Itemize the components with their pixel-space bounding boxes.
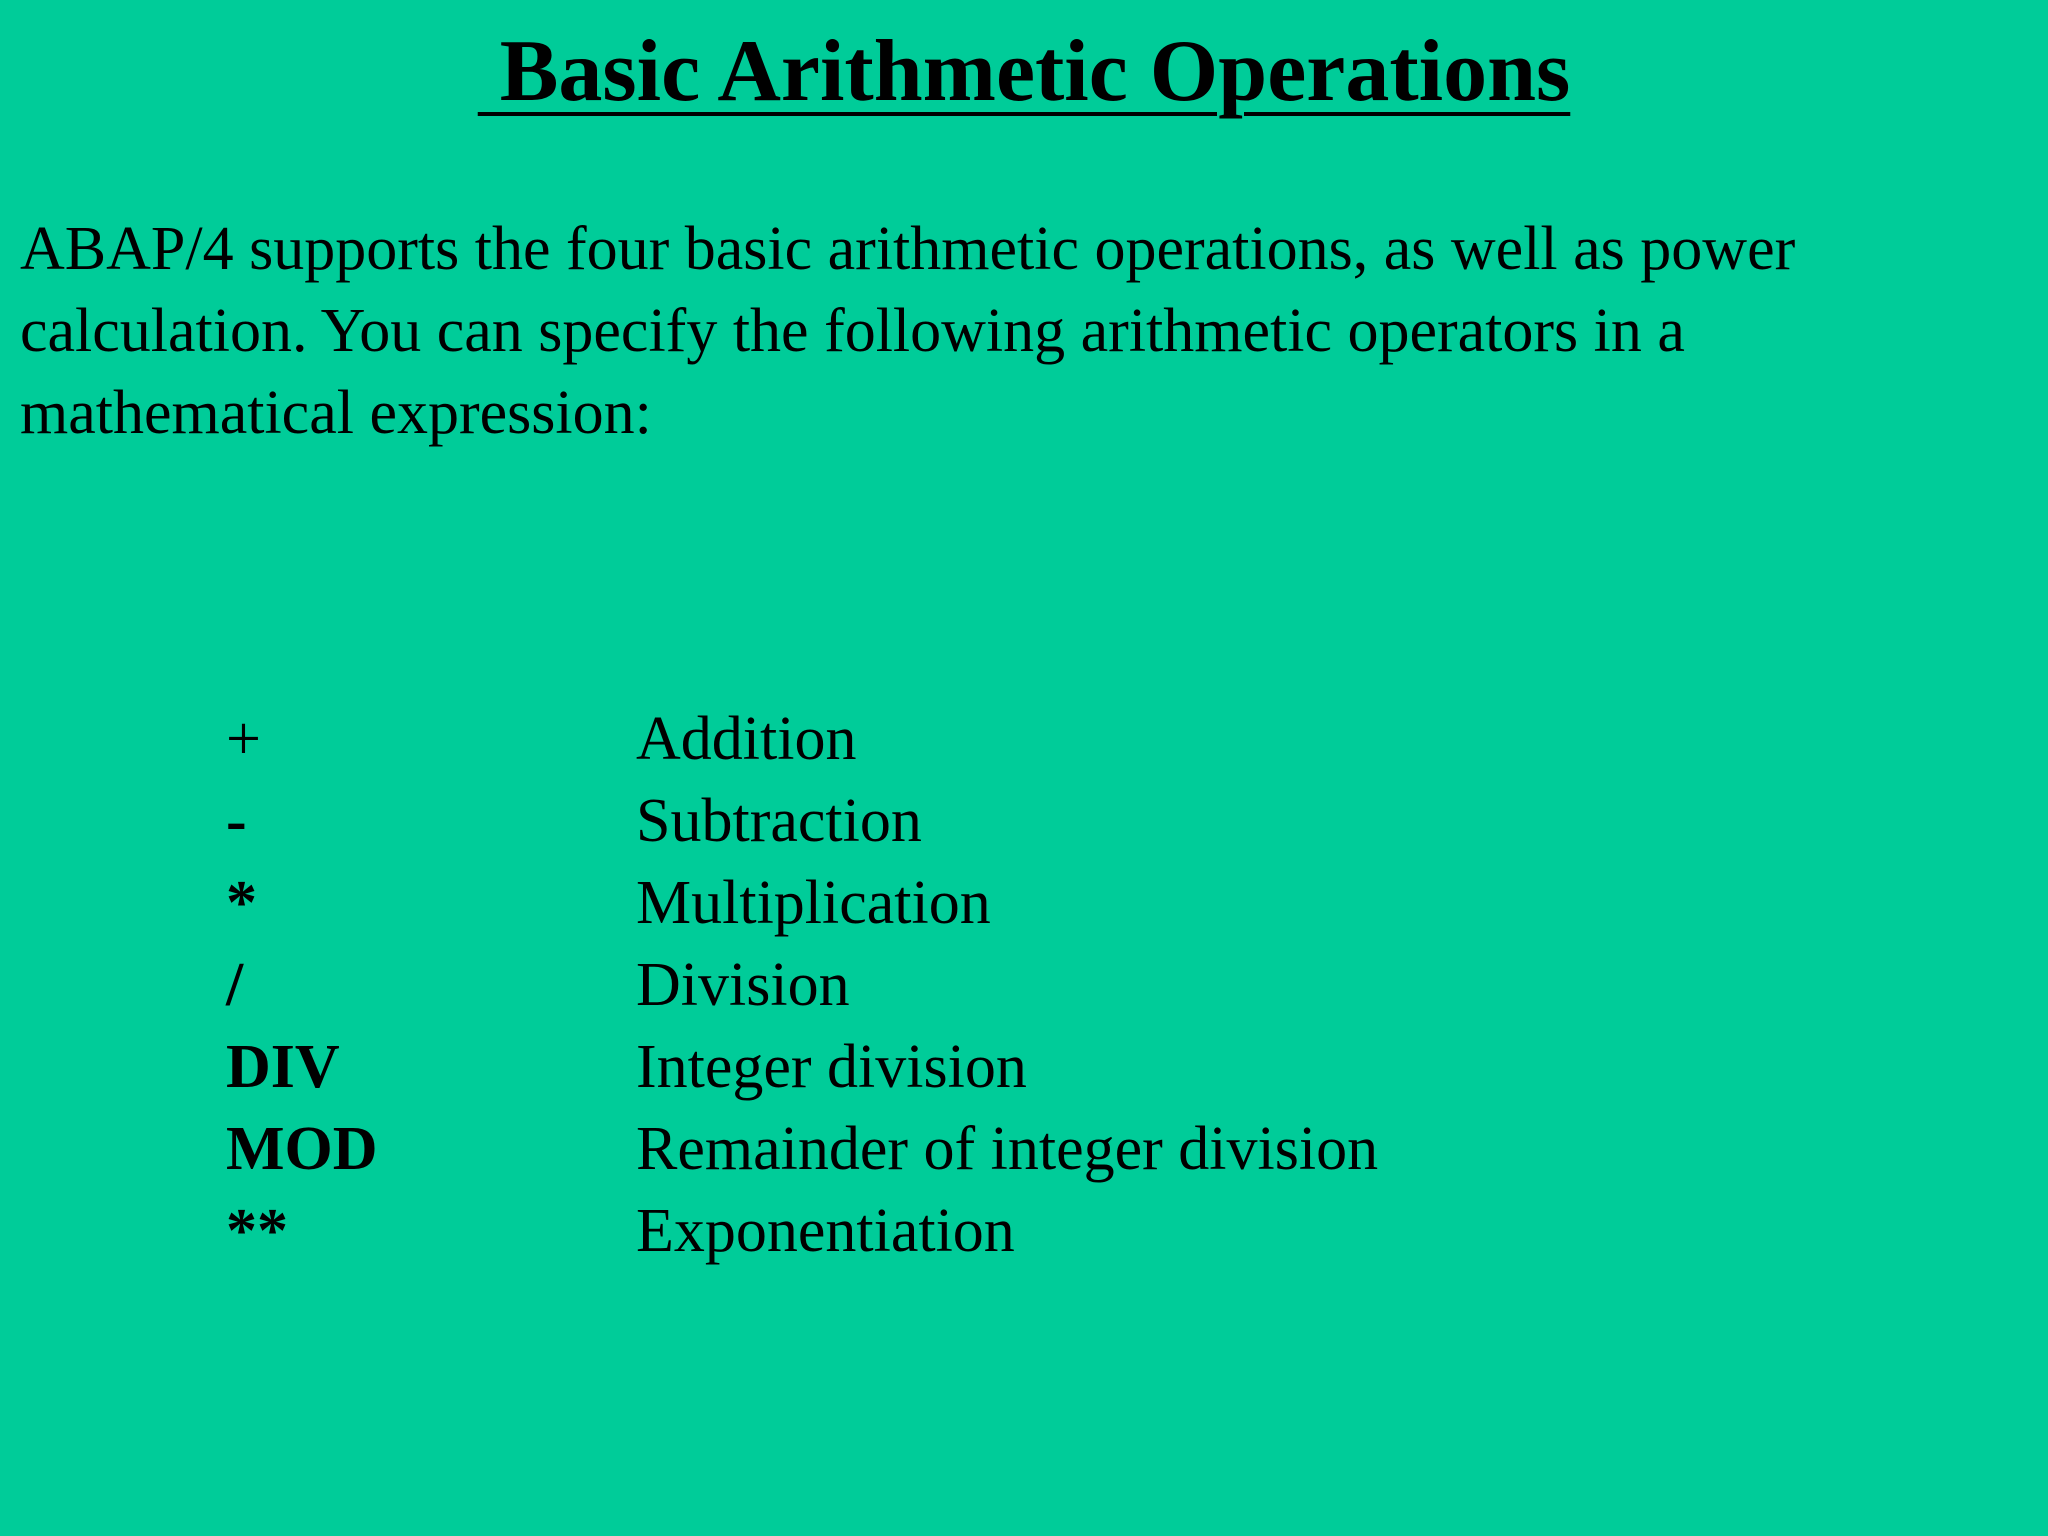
operator-description: Subtraction: [636, 787, 922, 855]
operator-row-modulo: [226, 1108, 1826, 1190]
intro-line: ABAP/4 supports the four basic arithmetic operations, as well as power: [20, 215, 1796, 283]
operator-row-integer-division: [226, 1026, 1826, 1108]
slide-title-text: Basic Arithmetic Operations: [477, 23, 1571, 120]
operator-description: Integer division: [636, 1033, 1027, 1101]
operator-row-subtraction: [226, 780, 1826, 862]
intro-paragraph: [20, 208, 2030, 454]
operator-description: Addition: [636, 705, 857, 773]
operator-description: Division: [636, 951, 850, 1019]
operator-symbol: +: [226, 705, 261, 773]
operator-symbol: *: [226, 869, 257, 937]
operator-list: [226, 698, 1826, 1272]
operator-description: Multiplication: [636, 869, 991, 937]
operator-description: Exponentiation: [636, 1197, 1015, 1265]
operator-symbol: MOD: [226, 1115, 378, 1183]
operator-row-multiplication: [226, 862, 1826, 944]
intro-line: mathematical expression:: [20, 379, 652, 447]
operator-symbol: /: [226, 951, 244, 1019]
operator-symbol: -: [226, 787, 247, 855]
operator-description: Remainder of integer division: [636, 1115, 1379, 1183]
slide-title: [0, 22, 2048, 122]
operator-symbol: **: [226, 1197, 288, 1265]
intro-line: calculation. You can specify the following arithmetic operators in a: [20, 297, 1685, 365]
operator-row-division: [226, 944, 1826, 1026]
operator-row-exponentiation: [226, 1190, 1826, 1272]
operator-row-addition: [226, 698, 1826, 780]
operator-symbol: DIV: [226, 1033, 340, 1101]
